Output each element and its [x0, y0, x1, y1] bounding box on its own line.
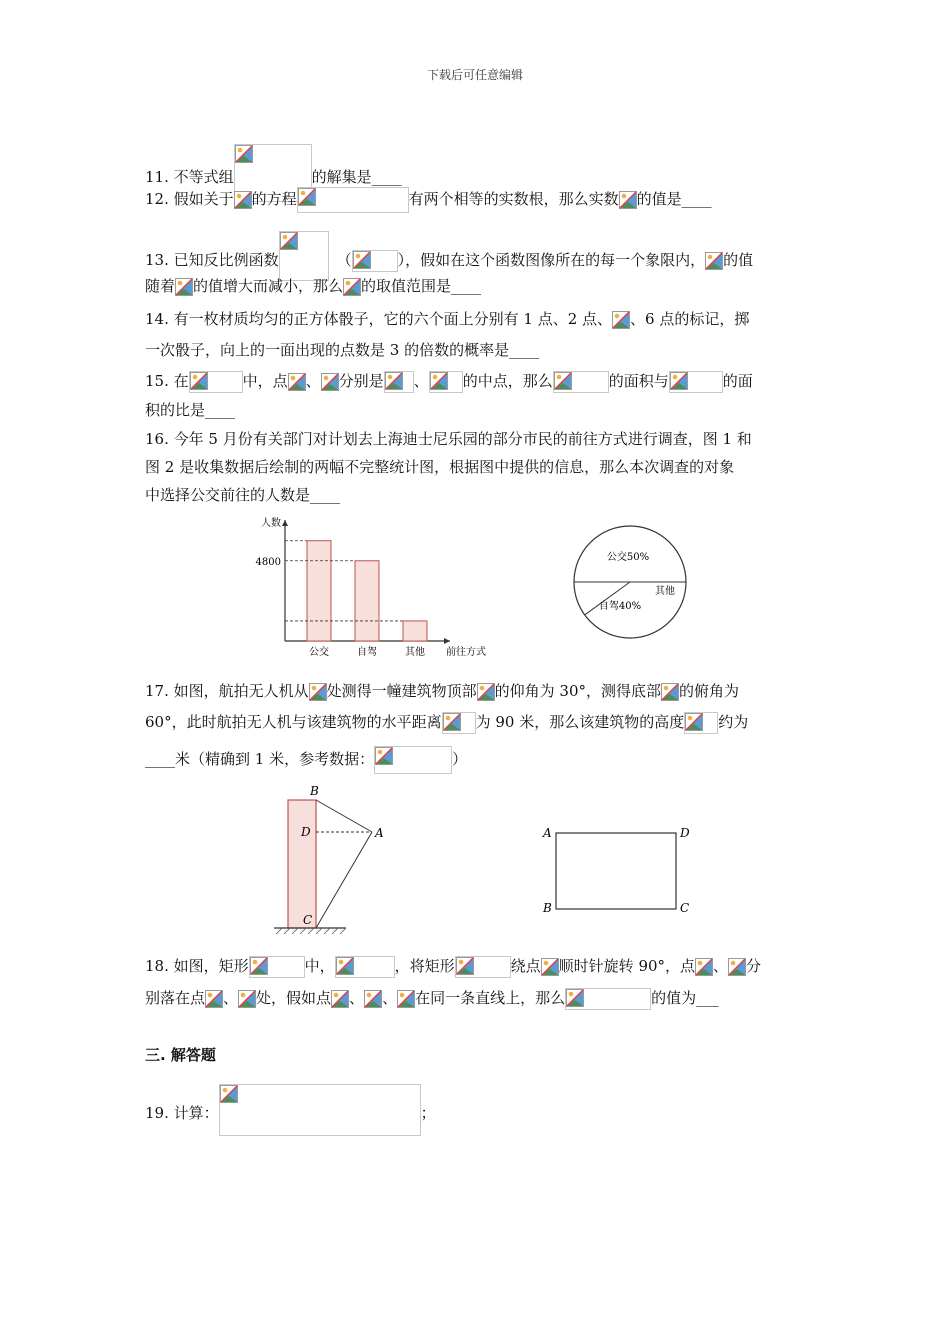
question-16-line2: 图 2 是收集数据后绘制的两幅不完整统计图，根据图中提供的信息，那么本次调查的对象: [145, 458, 735, 476]
broken-image-icon: [430, 372, 448, 390]
broken-image-icon: [385, 372, 403, 390]
y-axis-arrow: [282, 520, 288, 526]
point-d1-image-2: [364, 990, 382, 1008]
broken-image-icon: [288, 373, 306, 391]
rect-abcd-image-2: [455, 956, 511, 978]
point-c-image-2: [397, 990, 415, 1008]
question-17-line3: ____米（精确到 1 米，参考数据： ）: [145, 746, 467, 774]
section-3-heading: 三. 解答题: [145, 1046, 216, 1064]
label-c: C: [303, 913, 313, 927]
point-d-image: [288, 373, 306, 391]
broken-image-icon: [238, 990, 256, 1008]
broken-image-icon: [670, 372, 688, 390]
page-header: 下载后可任意编辑: [426, 68, 523, 82]
broken-image-icon: [343, 278, 361, 296]
x-axis-label: 前往方式: [446, 647, 486, 658]
building-figure: [268, 780, 398, 940]
question-13-line2: 随着 的值增大而减小，那么 的取值范围是____: [145, 277, 482, 295]
condition-image: [352, 250, 398, 272]
question-11: 11. 不等式组 的解集是____: [145, 144, 402, 202]
question-14-line2: 一次骰子，向上的一面出现的点数是 3 的倍数的概率是____: [145, 341, 540, 359]
broken-image-icon: [456, 957, 474, 975]
pie-label-2: 其他: [655, 586, 675, 597]
label-a: A: [543, 826, 552, 840]
bar-1: [355, 561, 379, 641]
point-e-image: [321, 373, 339, 391]
question-18-line1: 18. 如图，矩形 中， ，将矩形 绕点 顺时针旋转 90°，点 、 分: [145, 956, 761, 978]
label-d: D: [680, 826, 690, 840]
point-a-image: [309, 683, 327, 701]
x-tick-label: 公交: [309, 647, 329, 658]
var-k-image: [343, 278, 361, 296]
broken-image-icon: [705, 252, 723, 270]
broken-image-icon: [353, 251, 371, 269]
broken-image-icon: [234, 191, 252, 209]
broken-image-icon: [728, 958, 746, 976]
pie-label-1: 自驾40%: [598, 601, 642, 612]
triangle-abc-image-2: [669, 371, 723, 393]
broken-image-icon: [375, 747, 393, 765]
broken-image-icon: [309, 683, 327, 701]
segment-ac-image: [429, 371, 463, 393]
x-tick-label: 自驾: [357, 647, 377, 658]
y-axis-label: 人数: [261, 518, 281, 529]
condition-image: [335, 956, 395, 978]
label-d: D: [301, 825, 311, 839]
broken-image-icon: [477, 683, 495, 701]
ratio-image: [565, 988, 651, 1010]
broken-image-icon: [336, 957, 354, 975]
pie-chart: [570, 522, 690, 642]
point-d-image: [728, 958, 746, 976]
var-y-image: [705, 252, 723, 270]
label-b: B: [310, 784, 319, 798]
equation-image: [297, 187, 409, 213]
question-15-line2: 积的比是____: [145, 401, 236, 419]
broken-image-icon: [661, 683, 679, 701]
label-c: C: [680, 901, 690, 915]
point-a1-image-2: [331, 990, 349, 1008]
broken-image-icon: [280, 232, 298, 250]
ellipsis-image: [612, 311, 630, 329]
question-12: 12. 假如关于 的方程 有两个相等的实数根，那么实数 的值是____: [145, 187, 712, 213]
question-17-line2: 60°，此时航拍无人机与该建筑物的水平距离 为 90 米，那么该建筑物的高度 约为: [145, 712, 748, 734]
pie-label-0: 公交50%: [606, 552, 650, 563]
calculation-image: [219, 1084, 421, 1136]
x-axis-arrow: [444, 638, 450, 644]
x-tick-label: 其他: [405, 647, 425, 658]
broken-image-icon: [190, 372, 208, 390]
broken-image-icon: [235, 145, 253, 163]
inverse-function-image: [279, 231, 329, 281]
y-tick-label: 4800: [255, 556, 281, 568]
segment-ab-image: [384, 371, 414, 393]
broken-image-icon: [685, 713, 703, 731]
triangle-abc-image: [189, 371, 243, 393]
bar-0: [307, 541, 331, 641]
label-b: B: [543, 901, 552, 915]
question-17-line1: 17. 如图，航拍无人机从 处测得一幢建筑物顶部 的仰角为 30°，测得底部 的俯角为: [145, 682, 740, 700]
broken-image-icon: [321, 373, 339, 391]
var-x-image: [234, 191, 252, 209]
question-15-line1: 15. 在 中，点 、 分别是 、 的中点，那么 的面积与 的面: [145, 371, 753, 393]
point-a1-image: [205, 990, 223, 1008]
broken-image-icon: [695, 958, 713, 976]
broken-image-icon: [397, 990, 415, 1008]
broken-image-icon: [443, 713, 461, 731]
var-k-image: [619, 191, 637, 209]
broken-image-icon: [364, 990, 382, 1008]
broken-image-icon: [175, 278, 193, 296]
broken-image-icon: [331, 990, 349, 1008]
broken-image-icon: [554, 372, 572, 390]
question-18-line2: 别落在点 、 处，假如点 、 、 在同一条直线上，那么 的值为___: [145, 988, 719, 1010]
point-c-image: [541, 958, 559, 976]
label-a: A: [375, 826, 384, 840]
broken-image-icon: [612, 311, 630, 329]
point-b-image: [477, 683, 495, 701]
question-19: 19. 计算： ；: [145, 1084, 436, 1136]
broken-image-icon: [250, 957, 268, 975]
var-x-image: [175, 278, 193, 296]
broken-image-icon: [205, 990, 223, 1008]
point-d1-image: [238, 990, 256, 1008]
point-a-image: [695, 958, 713, 976]
broken-image-icon: [566, 989, 584, 1007]
triangle-ade-image: [553, 371, 609, 393]
question-16-line3: 中选择公交前往的人数是____: [145, 486, 341, 504]
question-14-line1: 14. 有一枚材质均匀的正方体骰子，它的六个面上分别有 1 点、2 点、 、6 点的标记，掷: [145, 310, 750, 328]
bar-chart: [250, 512, 495, 662]
rectangle-figure: [538, 820, 698, 920]
broken-image-icon: [298, 188, 316, 206]
point-c-image: [661, 683, 679, 701]
broken-image-icon: [619, 191, 637, 209]
segment-ad-image: [442, 712, 476, 734]
reference-data-image: [374, 746, 452, 774]
question-13-line1: 13. 已知反比例函数 （ ），假如在这个函数图像所在的每一个象限内， 的值: [145, 231, 753, 281]
broken-image-icon: [220, 1085, 238, 1103]
broken-image-icon: [541, 958, 559, 976]
rect-abcd-image: [249, 956, 305, 978]
question-16-line1: 16. 今年 5 月份有关部门对计划去上海迪士尼乐园的部分市民的前往方式进行调查，图 1 和: [145, 430, 752, 448]
bar-2: [403, 621, 427, 641]
segment-bc-image: [684, 712, 718, 734]
